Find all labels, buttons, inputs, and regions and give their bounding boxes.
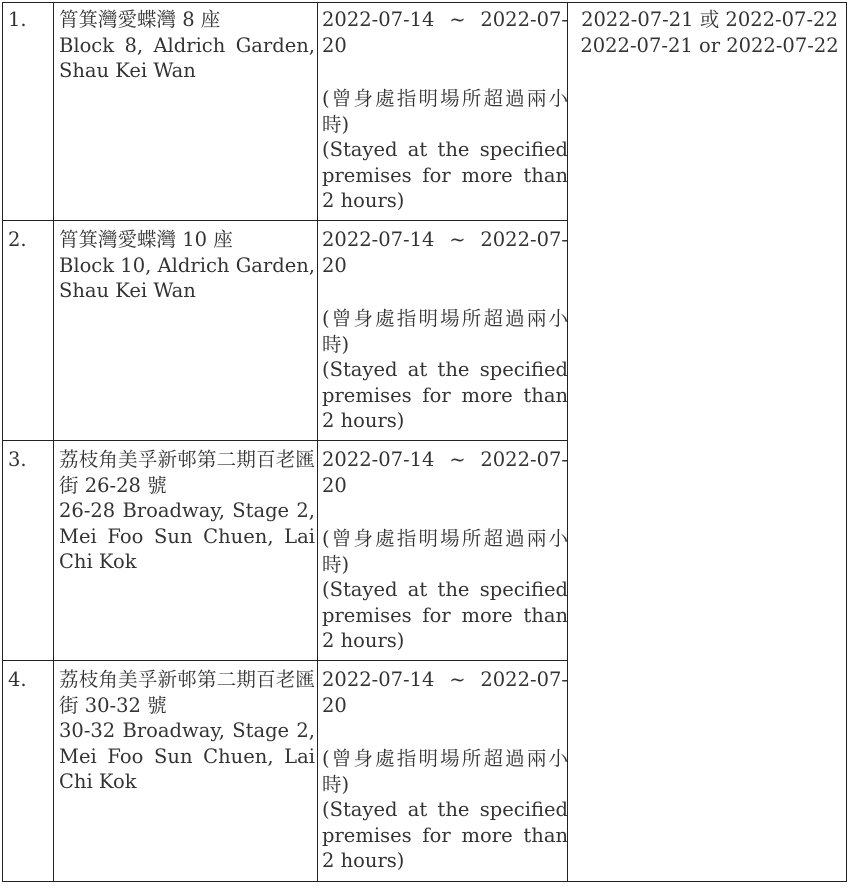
spacer	[322, 718, 568, 746]
table-border-right	[846, 2, 847, 882]
period-note-english: (Stayed at the specified premises for more than 2 hours)	[322, 358, 568, 432]
row-divider	[2, 660, 567, 661]
row-number: 4.	[8, 668, 27, 691]
premises-table	[2, 2, 847, 882]
row-divider	[2, 220, 567, 221]
spacer	[322, 58, 568, 86]
location-chinese: 荔枝角美孚新邨第二期百老匯街 26-28 號	[59, 448, 315, 497]
period-cell	[322, 447, 568, 654]
location-english: 30-32 Broadway, Stage 2, Mei Foo Sun Chuen, Lai Chi Kok	[59, 719, 315, 793]
period-dates: 2022-07-14 ~ 2022-07-20	[322, 8, 568, 57]
location-cell	[59, 7, 315, 84]
period-note-english: (Stayed at the specified premises for more than 2 hours)	[322, 798, 568, 872]
period-note-english: (Stayed at the specified premises for more than 2 hours)	[322, 138, 568, 212]
period-note-english: (Stayed at the specified premises for more than 2 hours)	[322, 578, 568, 652]
location-cell	[59, 227, 315, 304]
period-note-chinese: (曾身處指明場所超過兩小時)	[322, 747, 568, 796]
period-cell	[322, 667, 568, 874]
table-border-left	[2, 2, 3, 882]
table-border-bottom	[2, 881, 847, 882]
row-number: 3.	[8, 448, 27, 471]
location-english: 26-28 Broadway, Stage 2, Mei Foo Sun Chuen, Lai Chi Kok	[59, 499, 315, 573]
period-note-chinese: (曾身處指明場所超過兩小時)	[322, 87, 568, 136]
test-dates-english: 2022-07-21 or 2022-07-22	[580, 33, 839, 57]
location-chinese: 荔枝角美孚新邨第二期百老匯街 30-32 號	[59, 668, 315, 717]
row-number: 2.	[8, 228, 27, 251]
location-chinese: 筲箕灣愛蝶灣 8 座	[59, 8, 221, 31]
location-cell	[59, 667, 315, 795]
period-dates: 2022-07-14 ~ 2022-07-20	[322, 448, 568, 497]
test-dates-cell	[572, 7, 847, 58]
spacer	[322, 498, 568, 526]
row-number: 1.	[8, 8, 27, 31]
period-cell	[322, 7, 568, 214]
location-chinese: 筲箕灣愛蝶灣 10 座	[59, 228, 233, 251]
location-english: Block 10, Aldrich Garden, Shau Kei Wan	[59, 253, 315, 302]
location-cell	[59, 447, 315, 575]
spacer	[322, 278, 568, 306]
row-divider	[2, 440, 567, 441]
column-divider	[317, 2, 318, 882]
period-dates: 2022-07-14 ~ 2022-07-20	[322, 228, 568, 277]
location-english: Block 8, Aldrich Garden, Shau Kei Wan	[59, 33, 315, 82]
test-dates-chinese: 2022-07-21 或 2022-07-22	[581, 8, 838, 31]
period-cell	[322, 227, 568, 434]
table-border-top	[2, 2, 847, 3]
column-divider	[53, 2, 54, 882]
period-note-chinese: (曾身處指明場所超過兩小時)	[322, 527, 568, 576]
period-note-chinese: (曾身處指明場所超過兩小時)	[322, 307, 568, 356]
period-dates: 2022-07-14 ~ 2022-07-20	[322, 668, 568, 717]
